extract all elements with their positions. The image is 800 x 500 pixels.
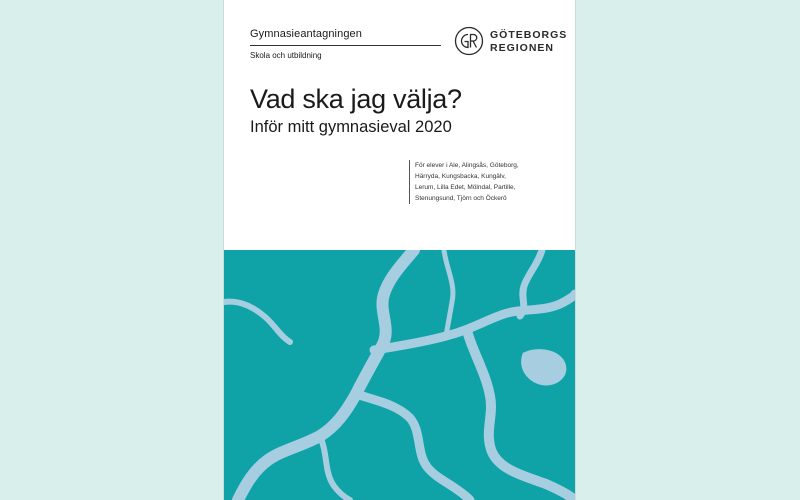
logo-line-1: GÖTEBORGS (490, 29, 568, 41)
municipalities-line: Härryda, Kungsbacka, Kungälv, (415, 173, 506, 180)
cover-subtitle: Inför mitt gymnasieval 2020 (250, 118, 452, 136)
goteborgsregionen-logo (454, 24, 566, 58)
river-map-illustration (224, 250, 575, 500)
header-divider (250, 45, 441, 46)
cover-title: Vad ska jag välja? (250, 84, 462, 114)
municipalities-line: För elever i Ale, Alingsås, Göteborg, (415, 162, 519, 169)
municipalities-line: Lerum, Lilla Edet, Mölndal, Partille, (415, 184, 516, 191)
municipalities-note (409, 160, 565, 204)
header-block (250, 28, 440, 60)
org-title: Gymnasieantagningen (250, 28, 362, 40)
logo-text (490, 29, 567, 55)
gr-logo-icon (454, 26, 484, 56)
municipalities-line: Stenungsund, Tjörn och Öckerö (415, 195, 507, 202)
logo-line-2: REGIONEN (490, 42, 555, 54)
org-subtitle: Skola och utbildning (250, 51, 322, 60)
brochure-cover (224, 0, 575, 500)
